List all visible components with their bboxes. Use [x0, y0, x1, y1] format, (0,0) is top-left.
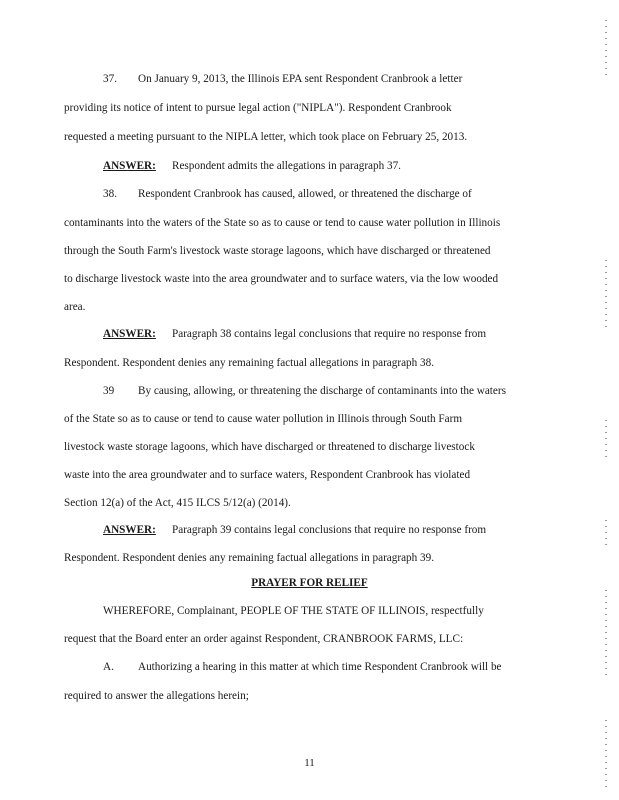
paragraph-38-line-2: contaminants into the waters of the State so as to cause or tend to cause water pollution in Illinois	[64, 217, 501, 229]
item-a-marker: A.	[103, 661, 114, 673]
paragraph-38-line-3: through the South Farm's livestock waste storage lagoons, which have discharged or threatened	[64, 245, 491, 257]
prayer-line-1: WHEREFORE, Complainant, PEOPLE OF THE STATE OF ILLINOIS, respectfully	[103, 605, 484, 617]
answer-39-line-2: Respondent. Respondent denies any remaining factual allegations in paragraph 39.	[64, 552, 435, 564]
answer-38-line-1: Paragraph 38 contains legal conclusions that require no response from	[172, 328, 487, 340]
paragraph-38-line-5: area.	[64, 301, 86, 313]
margin-scan-marks	[605, 720, 607, 790]
prayer-line-2: request that the Board enter an order against Respondent, CRANBROOK FARMS, LLC:	[64, 633, 464, 645]
paragraph-39-line-4: waste into the area groundwater and to surface waters, Respondent Cranbrook has violated	[64, 469, 471, 481]
item-a-line-2: required to answer the allegations herein;	[64, 690, 249, 702]
paragraph-number-37: 37.	[103, 73, 117, 85]
paragraph-37-line-3: requested a meeting pursuant to the NIPLA letter, which took place on February 25, 2013.	[64, 131, 468, 143]
answer-39-label: ANSWER:	[103, 524, 156, 536]
answer-38-line-2: Respondent. Respondent denies any remaining factual allegations in paragraph 38.	[64, 357, 435, 369]
margin-scan-marks	[605, 260, 607, 330]
paragraph-37-line-2: providing its notice of intent to pursue legal action ("NIPLA"). Respondent Cranbrook	[64, 102, 452, 114]
answer-39-line-1: Paragraph 39 contains legal conclusions that require no response from	[172, 524, 487, 536]
paragraph-number-38: 38.	[103, 188, 117, 200]
paragraph-39-line-3: livestock waste storage lagoons, which have discharged or threatened to discharge livestock	[64, 441, 475, 453]
paragraph-39-line-1: By causing, allowing, or threatening the discharge of contaminants into the waters	[138, 385, 506, 397]
answer-38-label: ANSWER:	[103, 328, 156, 340]
paragraph-38-line-1: Respondent Cranbrook has caused, allowed, or threatened the discharge of	[138, 188, 472, 200]
paragraph-37-line-1: On January 9, 2013, the Illinois EPA sent Respondent Cranbrook a letter	[138, 73, 463, 85]
paragraph-39-line-5: Section 12(a) of the Act, 415 ILCS 5/12(a) (2014).	[64, 497, 291, 509]
margin-scan-marks	[605, 420, 607, 460]
item-a-line-1: Authorizing a hearing in this matter at which time Respondent Cranbrook will be	[138, 661, 502, 673]
answer-37-label: ANSWER:	[103, 160, 156, 172]
page-number: 11	[304, 757, 315, 769]
paragraph-39-line-2: of the State so as to cause or tend to cause water pollution in Illinois through South Farm	[64, 413, 463, 425]
prayer-for-relief-heading: PRAYER FOR RELIEF	[251, 577, 368, 589]
answer-37-text: Respondent admits the allegations in paragraph 37.	[172, 160, 401, 172]
paragraph-38-line-4: to discharge livestock waste into the area groundwater and to surface waters, via the low wooded	[64, 273, 499, 285]
margin-scan-marks	[605, 520, 607, 550]
paragraph-number-39: 39	[103, 385, 115, 397]
margin-scan-marks	[605, 590, 607, 680]
margin-scan-marks	[605, 20, 607, 80]
